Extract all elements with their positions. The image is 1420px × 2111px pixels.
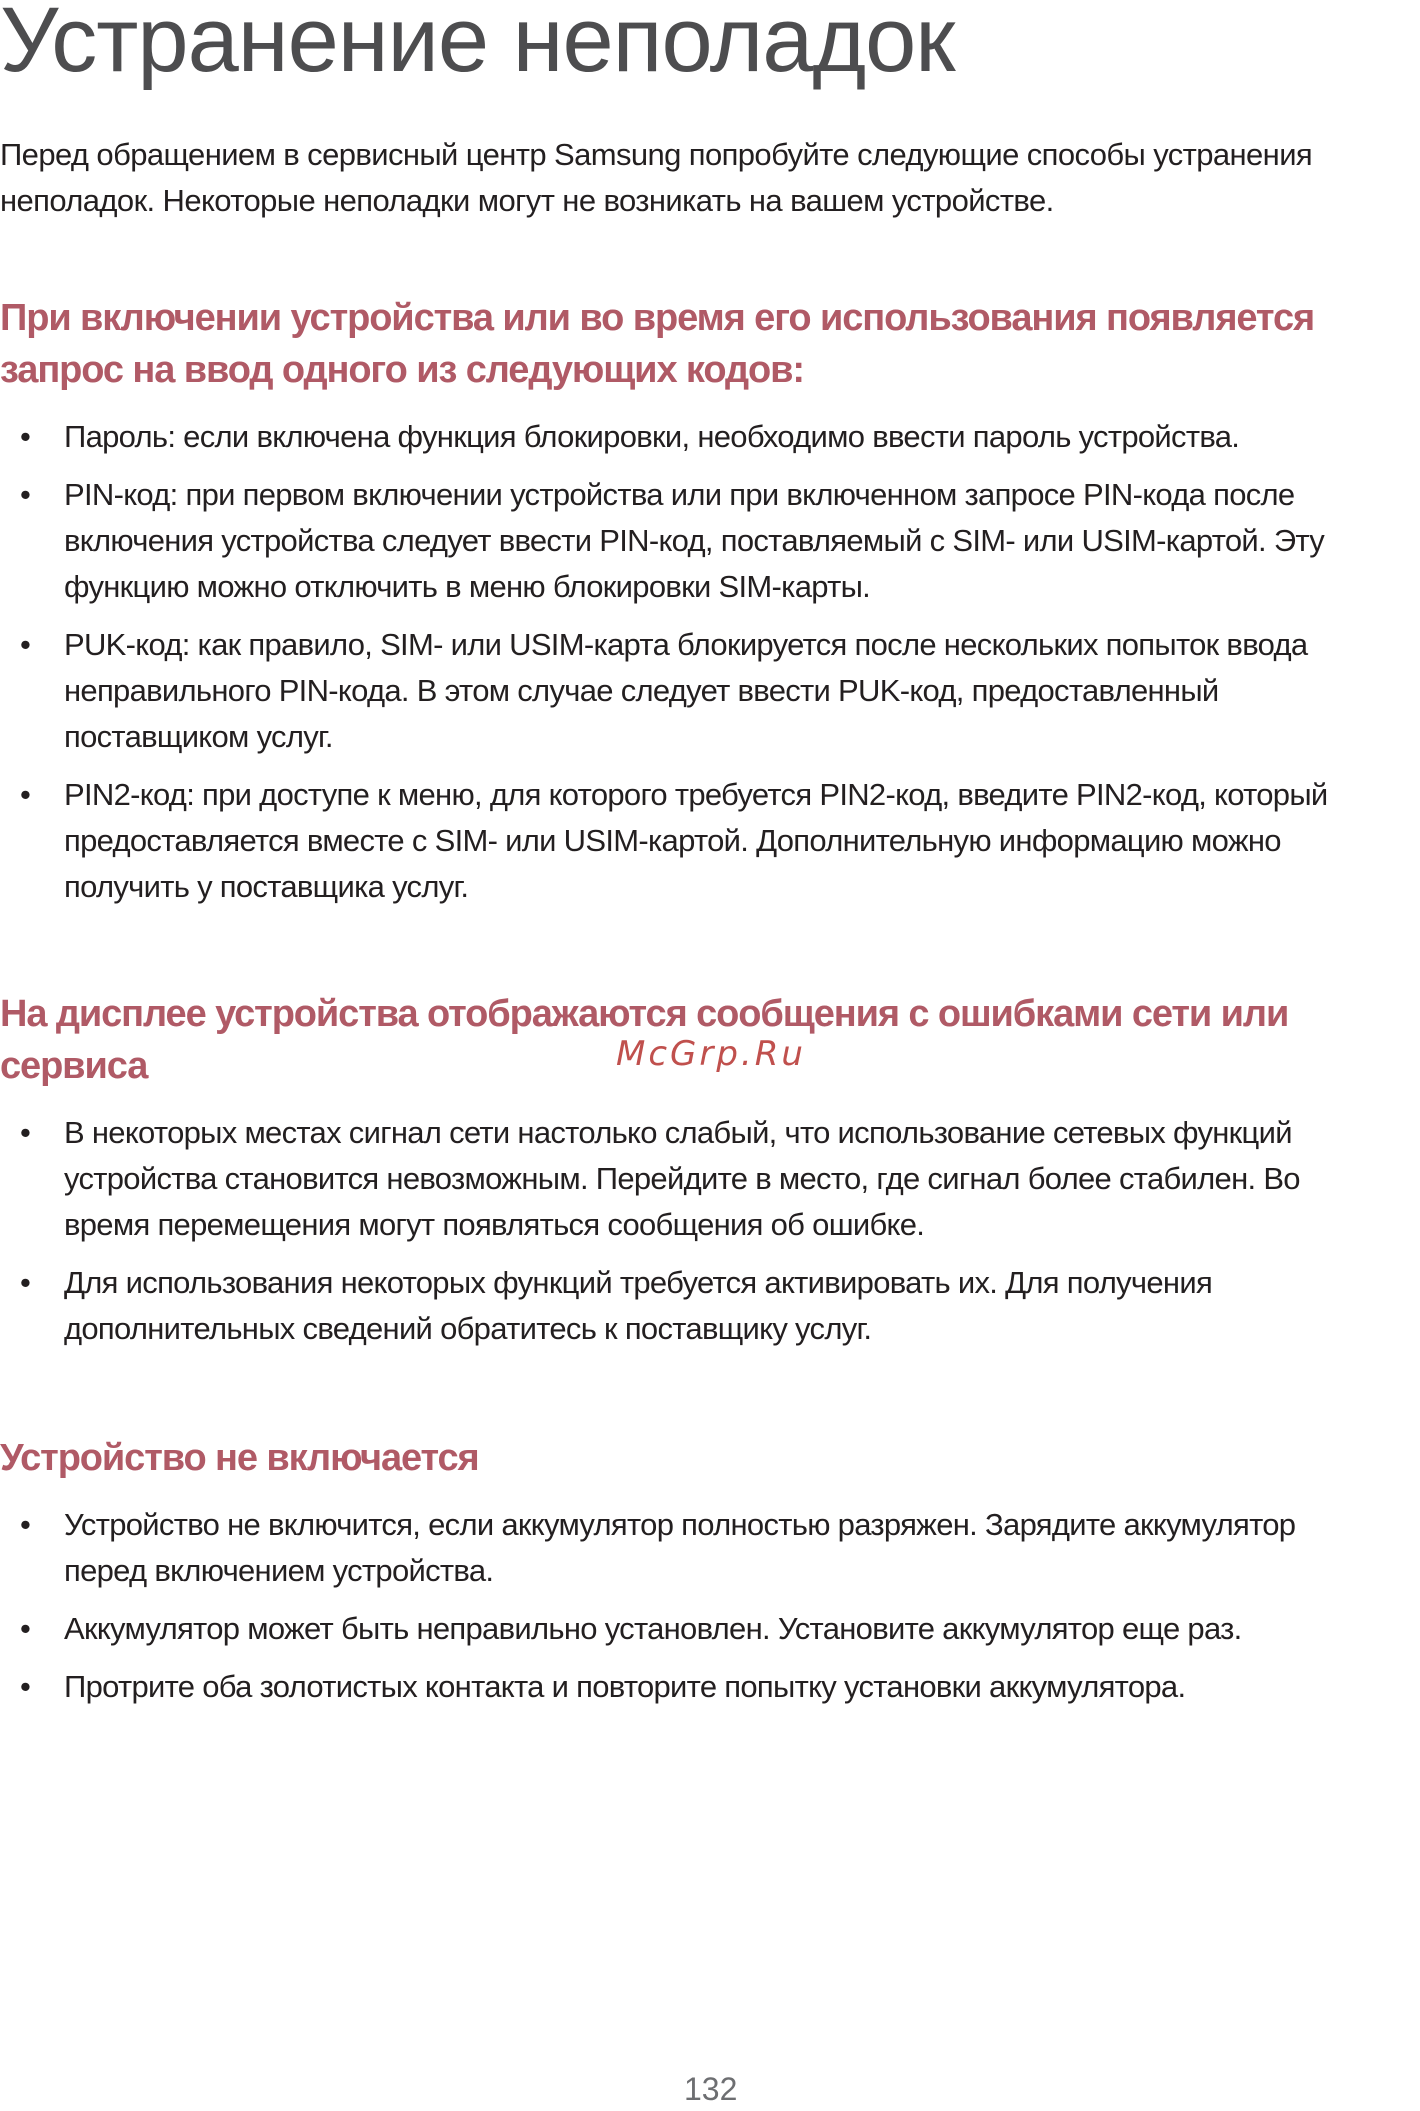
list-item [0, 1260, 1354, 1352]
bullet-list [0, 1502, 1420, 1710]
bullet-dot: • [20, 477, 31, 512]
list-item-text: Пароль: если включена функция блокировки, необходимо ввести пароль устройства. [64, 419, 1240, 454]
list-item [0, 472, 1354, 610]
list-item-text: Для использования некоторых функций требуется активировать их. Для получения дополнительных сведений обратитесь к поставщику услуг. [64, 1265, 1213, 1346]
bullet-dot: • [20, 1115, 31, 1150]
bullet-list [0, 414, 1420, 910]
bullet-dot: • [20, 1507, 31, 1542]
list-item [0, 1664, 1354, 1710]
list-item-text: Протрите оба золотистых контакта и повторите попытку установки аккумулятора. [64, 1669, 1186, 1704]
section-device-wont-start [0, 1432, 1420, 1722]
bullet-list [0, 1110, 1420, 1352]
list-item [0, 1606, 1354, 1652]
list-item [0, 1110, 1354, 1248]
page-number: 132 [684, 2071, 738, 2107]
section-heading: На дисплее устройства отображаются сообщения с ошибками сети или сервиса [0, 993, 1289, 1087]
bullet-dot: • [20, 419, 31, 454]
bullet-dot: • [20, 1669, 31, 1704]
list-item-text: PIN-код: при первом включении устройства или при включенном запросе PIN-кода после включения устройства следует ввести PIN-код, поставляемый с SIM- или USIM-картой. Эту функцию можно отключить в меню блокировки SIM-карты. [64, 477, 1325, 604]
list-item-text: PUK-код: как правило, SIM- или USIM-карта блокируется после нескольких попыток ввода неправильного PIN-кода. В этом случае следует ввести PUK-код, предоставленный поставщиком услуг. [64, 627, 1308, 754]
list-item-text: Устройство не включится, если аккумулятор полностью разряжен. Зарядите аккумулятор перед включением устройства. [64, 1507, 1296, 1588]
intro-paragraph: Перед обращением в сервисный центр Samsung попробуйте следующие способы устранения неполадок. Некоторые неполадки могут не возникать на вашем устройстве. [0, 137, 1313, 218]
list-item [0, 1502, 1354, 1594]
list-item-text: PIN2-код: при доступе к меню, для которого требуется PIN2-код, введите PIN2-код, который предоставляется вместе с SIM- или USIM-картой. Дополнительную информацию можно получить у поставщика услуг. [64, 777, 1328, 904]
list-item-text: В некоторых местах сигнал сети настолько слабый, что использование сетевых функций устройства становится невозможным. Перейдите в место, где сигнал более стабилен. Во время перемещения могут появляться сообщения об ошибке. [64, 1115, 1300, 1242]
list-item [0, 622, 1354, 760]
list-item [0, 414, 1354, 460]
bullet-dot: • [20, 1611, 31, 1646]
watermark: McGrp.Ru [616, 1034, 806, 1074]
bullet-dot: • [20, 777, 31, 812]
list-item-text: Аккумулятор может быть неправильно установлен. Установите аккумулятор еще раз. [64, 1611, 1242, 1646]
section-heading: При включении устройства или во время его использования появляется запрос на ввод одного из следующих кодов: [0, 297, 1315, 391]
page-title: Устранение неполадок [0, 0, 955, 91]
section-codes [0, 292, 1420, 922]
section-heading: Устройство не включается [0, 1437, 479, 1479]
bullet-dot: • [20, 1265, 31, 1300]
bullet-dot: • [20, 627, 31, 662]
list-item [0, 772, 1354, 910]
